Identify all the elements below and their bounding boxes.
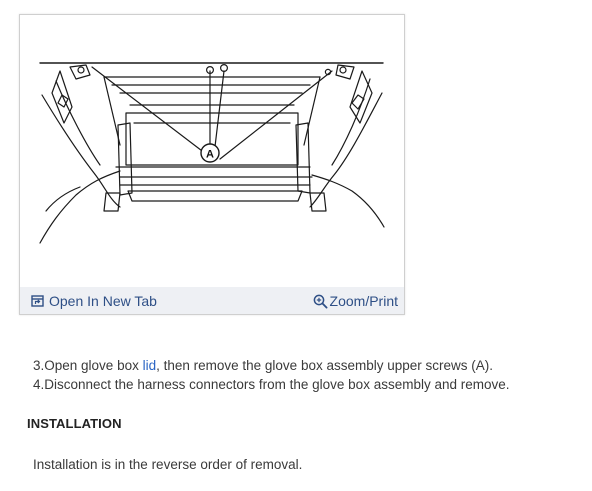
figure-toolbar (20, 287, 404, 314)
zoom-print-link[interactable] (313, 292, 398, 310)
step-text: , then remove the glove box assembly upper screws (A). (156, 358, 494, 373)
glove-box-diagram (20, 15, 404, 287)
step-number: 4. (33, 377, 45, 392)
open-in-new-tab-icon (31, 295, 44, 307)
callout-label: A (206, 148, 214, 161)
figure-card (19, 14, 405, 315)
step-item (33, 375, 510, 394)
step-item (33, 356, 510, 375)
step-text: Open glove box (44, 358, 143, 373)
lid-link[interactable]: lid (142, 358, 157, 373)
zoom-magnifier-icon (313, 294, 328, 309)
procedure-steps (33, 356, 510, 394)
zoom-print-label: Zoom/Print (329, 293, 398, 309)
installation-heading: INSTALLATION (27, 416, 122, 431)
installation-text: Installation is in the reverse order of removal. (33, 457, 303, 472)
step-text: Disconnect the harness connectors from the glove box assembly and remove. (44, 377, 510, 392)
open-in-new-tab-link[interactable] (31, 292, 157, 310)
step-number: 3. (33, 358, 45, 373)
open-in-new-tab-label: Open In New Tab (49, 293, 157, 309)
